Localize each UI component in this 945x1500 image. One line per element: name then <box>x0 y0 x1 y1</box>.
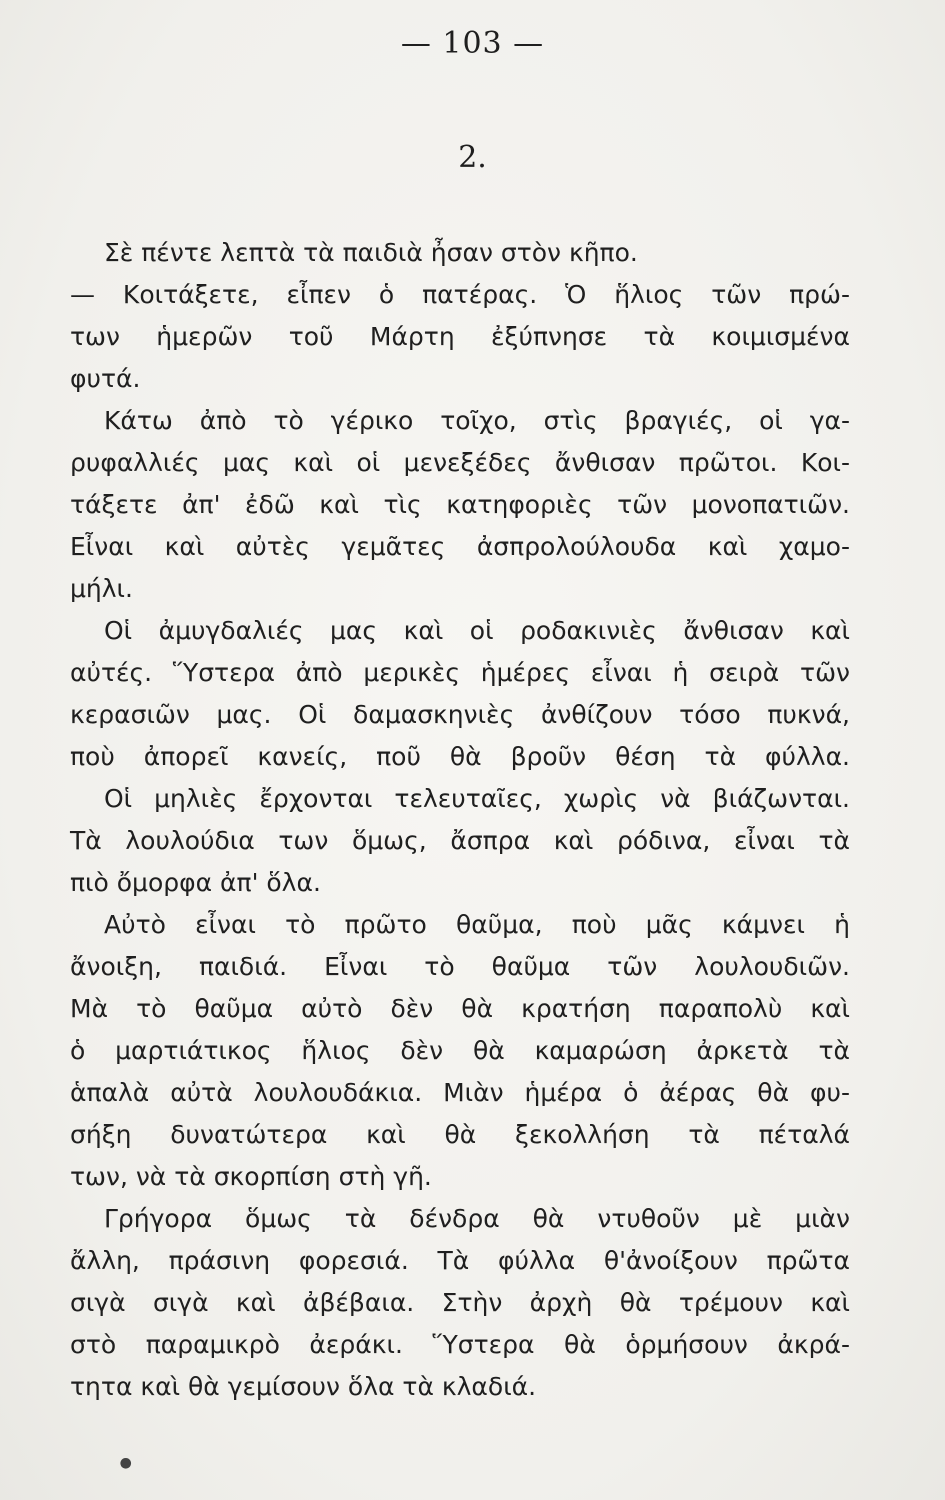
text-line: Εἶναι καὶ αὐτὲς γεμᾶτες ἀσπρολούλουδα καὶ χαμο- <box>70 532 850 561</box>
text-line: σιγὰ σιγὰ καὶ ἀβέβαια. Στὴν ἀρχὴ θὰ τρέμουν καὶ <box>70 1288 850 1317</box>
text-line: Οἱ μηλιὲς ἔρχονται τελευταῖες, χωρὶς νὰ βιάζωνται. <box>104 784 850 813</box>
page-number: — 103 — <box>400 26 545 61</box>
text-line: στὸ παραμικρὸ ἀεράκι. Ὕστερα θὰ ὁρμήσουν ἀκρά- <box>70 1330 850 1359</box>
text-line: ποὺ ἀπορεῖ κανείς, ποῦ θὰ βροῦν θέση τὰ φύλλα. <box>70 742 850 771</box>
text-line: των, νὰ τὰ σκορπίση στὴ γῆ. <box>70 1162 432 1191</box>
text-line: ἁπαλὰ αὐτὰ λουλουδάκια. Μιὰν ἡμέρα ὁ ἀέρας θὰ φυ- <box>70 1078 850 1107</box>
text-line: των ἡμερῶν τοῦ Μάρτη ἐξύπνησε τὰ κοιμισμένα <box>70 322 850 351</box>
text-line: — Κοιτάξετε, εἶπεν ὁ πατέρας. Ὁ ἥλιος τῶν πρώ- <box>70 280 850 309</box>
text-line: Μὰ τὸ θαῦμα αὐτὸ δὲν θὰ κρατήση παραπολὺ καὶ <box>70 994 850 1023</box>
text-line: κερασιῶν μας. Οἱ δαμασκηνιὲς ἀνθίζουν τόσο πυκνά, <box>70 700 850 729</box>
text-line: ρυφαλλιές μας καὶ οἱ μενεξέδες ἄνθισαν πρῶτοι. Κοι- <box>70 448 850 477</box>
chapter-number: 2. <box>458 140 487 175</box>
text-line: ἄνοιξη, παιδιά. Εἶναι τὸ θαῦμα τῶν λουλουδιῶν. <box>70 952 850 981</box>
text-line: μήλι. <box>70 574 133 603</box>
text-line: σήξη δυνατώτερα καὶ θὰ ξεκολλήση τὰ πέταλά <box>70 1120 850 1149</box>
text-line: φυτά. <box>70 364 141 393</box>
text-line: Οἱ ἀμυγδαλιές μας καὶ οἱ ροδακινιὲς ἄνθισαν καὶ <box>104 616 850 645</box>
text-line: Γρήγορα ὅμως τὰ δένδρα θὰ ντυθοῦν μὲ μιὰν <box>104 1204 850 1233</box>
text-line: Κάτω ἀπὸ τὸ γέρικο τοῖχο, στὶς βραγιές, οἱ γα- <box>104 406 850 435</box>
text-line: τητα καὶ θὰ γεμίσουν ὅλα τὰ κλαδιά. <box>70 1372 537 1401</box>
text-line: Τὰ λουλούδια των ὅμως, ἄσπρα καὶ ρόδινα, εἶναι τὰ <box>70 826 850 855</box>
body-text <box>70 232 850 1408</box>
text-line: ἄλλη, πράσινη φορεσιά. Τὰ φύλλα θ'ἀνοίξουν πρῶτα <box>70 1246 850 1275</box>
text-line: Σὲ πέντε λεπτὰ τὰ παιδιὰ ἦσαν στὸν κῆπο. <box>104 238 638 267</box>
ink-speck-mark: ● <box>116 1452 136 1473</box>
text-line: Αὐτὸ εἶναι τὸ πρῶτο θαῦμα, ποὺ μᾶς κάμνει ἡ <box>104 910 850 939</box>
text-line: ὁ μαρτιάτικος ἥλιος δὲν θὰ καμαρώση ἀρκετὰ τὰ <box>70 1036 850 1065</box>
text-line: πιὸ ὄμορφα ἀπ' ὅλα. <box>70 868 321 897</box>
text-line: αὐτές. Ὕστερα ἀπὸ μερικὲς ἡμέρες εἶναι ἡ σειρὰ τῶν <box>70 658 850 687</box>
text-line: τάξετε ἀπ' ἐδῶ καὶ τὶς κατηφοριὲς τῶν μονοπατιῶν. <box>70 490 850 519</box>
